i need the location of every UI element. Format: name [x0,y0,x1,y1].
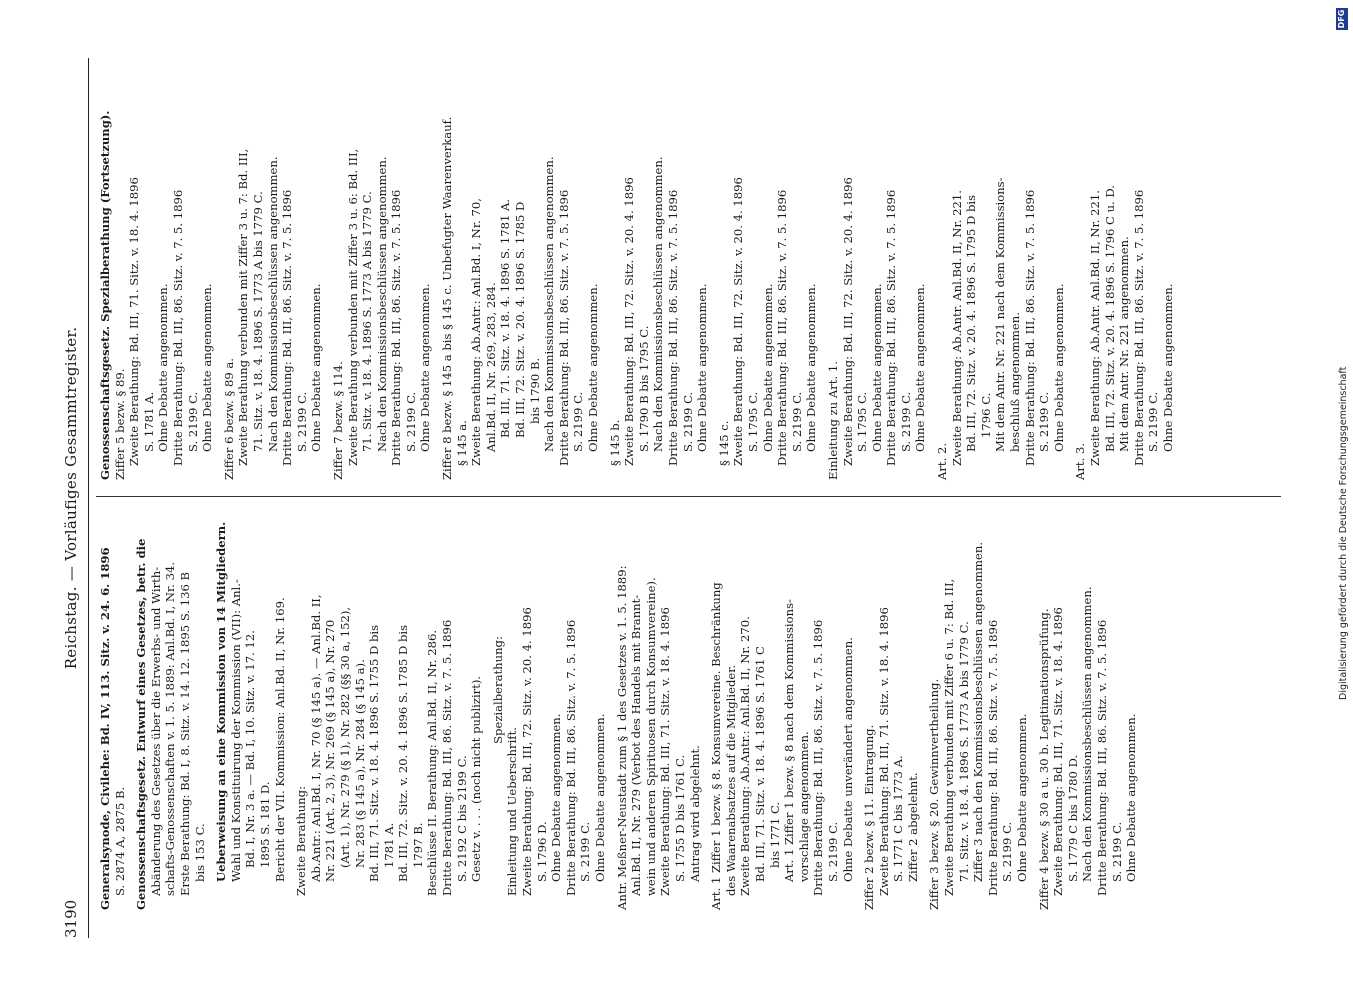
register-line: Generalsynode, Civilehe: Bd. IV, 113. Sitz. v. 24. 6. 1896 [98,547,112,910]
register-line: Ziffer 2 abgelehnt. [905,772,920,882]
register-line: Art. 3. [1073,442,1088,480]
register-line: Genossenschaftsgesetz. Entwurf eines Gesetzes, betr. die [134,538,149,910]
register-line: Nr. 283 (§ 145 a), Nr. 284 (§ 145 a). [352,659,367,868]
register-line: Bd. III, 71. Sitz. v. 18. 4. 1896 S. 1781 A. [498,198,513,438]
register-line: Einleitung und Ueberschrift. [505,727,520,896]
entry-spacer [324,70,331,480]
register-line: bis 1790 B. [527,357,542,424]
register-line: Ohne Debatte angenommen. [200,283,215,452]
register-line: Dritte Berathung: Bd. III, 86. Sitz. v. 7. 5. 1896 [775,189,790,466]
register-line: (Art. 1), Nr. 279 (§ 1), Nr. 282 (§§ 30 a, 152), [337,606,352,868]
register-line: S. 2199 C. [825,821,840,882]
register-line: Ziffer 5 bezw. § 89. [112,368,127,480]
right-column [98,70,1176,480]
register-line: Ohne Debatte angenommen. [418,283,433,452]
register-line: Zweite Berathung: Bd. III, 72. Sitz. v. 20. 4. 1896 [622,177,637,466]
entry-spacer [207,470,214,910]
register-line: schafts-Genossenschaften v. 1. 5. 1889: Anl.Bd. I, Nr. 34. [163,561,178,896]
register-line: Ohne Debatte angenommen. [1124,713,1139,882]
digitization-credit: Digitalisierung gefördert durch die Deutsche Forschungsgemeinschaft [1338,366,1349,700]
register-line: Dritte Berathung: Bd. III, 86. Sitz. v. 7. 5. 1896 [556,189,571,466]
entry-spacer [433,70,440,480]
register-line: Ueberweisung an eine Kommission von 14 Mitgliedern. [214,521,229,882]
register-line: beschluß angenommen. [1008,312,1023,452]
entry-spacer [920,470,927,910]
register-line: S. 2192 C bis 2199 C. [454,755,469,882]
register-line: 1895 S. 181 D. [257,781,272,868]
entry-spacer [287,470,294,910]
register-line: S. 2199 C. [1146,391,1161,452]
register-line: des Waarenabsatzes auf die Mitglieder. [723,664,738,896]
register-line: Zweite Berathung: Bd. III, 71. Sitz. v. 18. 4. 1896 [876,607,891,896]
left-column [98,470,1139,910]
register-line: Dritte Berathung: Bd. III, 86. Sitz. v. 7. 5. 1896 [884,189,899,466]
register-line: Bd. III, 71. Sitz. v. 18. 4. 1896 S. 1755 D bis [367,624,382,882]
register-line: S. 1796 D. [534,821,549,882]
register-line: Bd. III, 72. Sitz. v. 20. 4. 1896 S. 1796 C u. D. [1102,185,1117,452]
register-line: Art. 1 Ziffer 1 bezw. § 8 nach dem Kommissions- [782,599,797,882]
register-line: Ab.Antr.: Anl.Bd. I, Nr. 70 (§ 145 a). — Anl.Bd. II, [308,594,323,882]
register-line: Ohne Debatte angenommen. [1051,283,1066,452]
register-line: 1781 A. [381,822,396,868]
register-line: Ohne Debatte angenommen. [586,283,600,452]
page-header [62,58,84,938]
register-line: Zweite Berathung: [294,786,309,896]
register-line: Nach den Kommissionsbeschlüssen angenommen. [374,156,389,452]
register-line: Zweite Berathung: Ab.Antr. Anl.Bd. II, Nr. 221. [1088,190,1102,466]
register-line: S. 1790 B bis 1795 C. [636,325,651,452]
register-line: Nach den Kommissionsbeschlüssen angenommen. [542,156,557,452]
register-line: Ohne Debatte angenommen. [1015,713,1030,882]
register-line: Ziffer 6 bezw. § 89 a. [221,358,236,480]
entry-spacer [710,70,717,480]
register-line: Zweite Berathung verbunden mit Ziffer 6 u. 7: Bd. III, [942,578,957,896]
register-line: Wahl und Konstituirung der Kommission (VII): Anl.- [228,579,243,882]
register-line: S. 1781 A. [141,391,156,452]
register-line: Ohne Debatte angenommen. [156,283,171,452]
register-line: S. 2199 C. [571,391,586,452]
register-line: Zweite Berathung: Bd. III, 71. Sitz. v. 18. 4. 1896 [127,177,142,466]
register-line: Bd. III, 71. Sitz. v. 18. 4. 1896 S. 1761 C [752,646,767,882]
register-line: Bd. I, Nr. 3 a. — Bd. I, 10. Sitz. v. 17. 12. [243,630,258,868]
register-line: bis 1771 C. [767,801,782,868]
register-line: Art. 1 Ziffer 1 bezw. § 8. Konsumvereine. Beschränkung [709,582,724,910]
register-line: S. 2199 C. [1037,391,1052,452]
register-line: Erste Berathung: Bd. I, 8. Sitz. v. 14. 12. 1895 S. 136 B [177,571,192,896]
entry-spacer [1030,470,1037,910]
register-line: Dritte Berathung: Bd. III, 86. Sitz. v. 7. 5. 1896 [665,189,680,466]
register-line: S. 2199 C. [789,391,804,452]
register-line: 1797 B. [410,822,425,868]
register-line: vorschlage angenommen. [796,731,811,882]
register-line: bis 153 C. [192,823,207,882]
register-line: 71. Sitz. v. 18. 4. 1896 S. 1773 A bis 1779 C. [956,621,971,882]
register-line: Ohne Debatte unverändert angenommen. [840,637,855,882]
register-line: wein und anderen Spirituosen durch Konsumvereine). [643,577,658,896]
register-line: S. 1755 D bis 1761 C. [672,754,687,882]
register-line: Ohne Debatte angenommen. [760,283,775,452]
register-line: Ziffer 4 bezw. § 30 a u. 30 b. Legitimationsprüfung. [1036,608,1051,910]
register-line: Mit dem Antr. Nr. 221 nach dem Kommissions- [993,177,1008,452]
register-line: Nr. 221 (Art. 2, 3), Nr. 269 (§ 145 a), Nr. 270 [323,619,338,882]
register-line: Abänderung des Gesetzes über die Erwerbs- und Wirth- [148,566,163,896]
entry-spacer [608,470,615,910]
register-line: S. 2199 C. [680,391,695,452]
entry-spacer [928,70,935,480]
register-line: S. 2874 A, 2875 B. [112,786,127,896]
register-line: Dritte Berathung: Bd. III, 86. Sitz. v. 7. 5. 1896 [1022,189,1037,466]
register-line: 71. Sitz. v. 18. 4. 1896 S. 1773 A bis 1779 C. [250,191,265,452]
register-line: Zweite Berathung: Bd. III, 71. Sitz. v. 18. 4. 1896 [1051,607,1066,896]
register-line: Zweite Berathung verbunden mit Ziffer 3 u. 7: Bd. III, [236,148,251,466]
register-line: Nach den Kommissionsbeschlüssen angenommen. [265,156,280,452]
register-line: Zweite Berathung: Ab.Antr.: Anl.Bd. II, Nr. 270. [738,616,753,896]
register-line: Dritte Berathung: Bd. III, 86. Sitz. v. 7. 5. 1896 [985,619,1000,896]
register-line: Ohne Debatte angenommen. [1160,283,1175,452]
entry-spacer [484,470,491,910]
register-line: Anl.Bd. II, Nr. 279 (Verbot des Handels mit Brannt- [629,594,644,896]
register-line: Ohne Debatte angenommen. [549,713,564,882]
register-line: Bd. III, 72. Sitz. v. 20. 4. 1896 S. 1785 D bis [396,624,411,882]
entry-spacer [1066,70,1073,480]
register-line: Genossenschaftsgesetz. Spezialberathung (Fortsetzung). [98,110,112,480]
register-line: Spezialberathung: [490,636,505,744]
register-line: Gesetz v. . . . (noch nicht publizirt). [469,675,484,882]
register-line: Zweite Berathung: Bd. III, 71. Sitz. v. 18. 4. 1896 [658,607,673,896]
register-line: Zweite Berathung: Bd. III, 72. Sitz. v. 20. 4. 1896 [520,607,535,896]
register-line: Zweite Berathung: Bd. III, 72. Sitz. v. 20. 4. 1896 [731,177,746,466]
register-line: S. 1795 C. [745,391,760,452]
register-line: S. 2199 C. [403,391,418,452]
register-line: S. 1771 C bis 1773 A. [891,755,906,882]
header-rule [88,58,89,938]
register-line: S. 1795 C. [855,391,870,452]
register-line: Dritte Berathung: Bd. III, 86. Sitz. v. 7. 5. 1896 [563,619,578,896]
register-line: Dritte Berathung: Bd. III, 86. Sitz. v. 7. 5. 1896 [1095,619,1109,896]
register-line: S. 2199 C. [294,391,309,452]
register-line: S. 2199 C. [898,391,913,452]
entry-spacer [702,470,709,910]
register-line: Zweite Berathung: Ab.Antr.: Anl.Bd. I, Nr. 70, [469,198,484,466]
register-line: Ziffer 3 bezw. § 20. Gewinnvertheilung. [927,678,942,910]
register-line: Bericht der VII. Kommission: Anl.Bd. II, Nr. 169. [272,597,287,882]
dfg-logo: DFG [1337,9,1346,29]
register-line: Zweite Berathung: Bd. III, 72. Sitz. v. 20. 4. 1896 [840,177,855,466]
entry-spacer [819,70,826,480]
register-line: S. 2199 C. [1109,821,1124,882]
register-line: Ziffer 7 bezw. § 114. [330,361,345,480]
register-line: 71. Sitz. v. 18. 4. 1896 S. 1773 A bis 1779 C. [360,191,375,452]
register-line: Dritte Berathung: Bd. III, 86. Sitz. v. 7. 5. 1896 [389,189,404,466]
page-number: 3190 [62,899,80,938]
register-line: S. 1779 C bis 1780 D. [1065,754,1080,882]
register-line: Ohne Debatte angenommen. [913,283,928,452]
register-line: Antrag wird abgelehnt. [687,745,702,882]
column-divider [96,496,1281,497]
register-line: Bd. III, 72. Sitz. v. 20. 4. 1896 S. 1795 D bis [964,194,979,452]
register-line: Anl.Bd. II, Nr. 269, 283, 284. [483,282,498,452]
register-line: Mit dem Antr. Nr. 221 angenommen. [1117,236,1132,452]
register-line: S. 2199 C. [1000,821,1015,882]
register-line: Zweite Berathung: Ab.Antr. Anl.Bd. II, Nr. 221. [949,190,964,466]
register-line: Ziffer 2 bezw. § 11. Eintragung. [862,724,877,910]
register-line: 1796 C. [978,392,993,438]
entry-spacer [601,70,608,480]
register-line: Nach den Kommissionsbeschlüssen angenommen. [1080,586,1095,882]
register-line: S. 2199 C. [185,391,200,452]
register-line: Dritte Berathung: Bd. III, 86. Sitz. v. 7. 5. 1896 [440,619,455,896]
register-line: Bd. III, 72. Sitz. v. 20. 4. 1896 S. 1785 D [513,201,528,438]
entry-spacer [127,470,134,910]
register-line: § 145 c. [716,420,731,466]
register-line: Zweite Berathung verbunden mit Ziffer 3 u. 6: Bd. III, [345,148,360,466]
register-line: Ohne Debatte angenommen. [695,283,710,452]
running-title: Reichstag. — Vorläufiges Gesammtregister. [62,326,80,670]
register-line: Dritte Berathung: Bd. III, 86. Sitz. v. 7. 5. 1896 [811,619,826,896]
register-line: S. 2199 C. [578,821,593,882]
register-line: Dritte Berathung: Bd. III, 86. Sitz. v. 7. 5. 1896 [170,189,185,466]
register-line: Ohne Debatte angenommen. [309,283,324,452]
register-line: § 145 a. [454,420,469,466]
register-line: Dritte Berathung: Bd. III, 86. Sitz. v. 7. 5. 1896 [1131,189,1146,466]
register-line: Ziffer 3 nach den Kommissionsbeschlüssen angenommen. [971,541,986,882]
register-line: Ohne Debatte angenommen. [869,283,884,452]
register-line: Antr. Meßner-Neustadt zum § 1 des Gesetzes v. 1. 5. 1889: [614,565,629,910]
register-line: Dritte Berathung: Bd. III, 86. Sitz. v. 7. 5. 1896 [280,189,295,466]
register-line: § 145 b. [607,419,622,466]
register-line: Ohne Debatte angenommen. [804,283,819,452]
register-line: Nach den Kommissionsbeschlüssen angenommen. [651,156,666,452]
register-line: Art. 2. [935,442,950,480]
entry-spacer [855,470,862,910]
register-line: Ohne Debatte angenommen. [593,713,607,882]
register-line: Beschlüsse II. Berathung: Anl.Bd. II, Nr. 286. [425,629,440,896]
entry-spacer [215,70,222,480]
register-line: Ziffer 8 bezw. § 145 a bis § 145 c. Unbefugter Waarenverkauf. [440,116,455,480]
register-line: Einleitung zu Art. 1. [825,361,840,480]
